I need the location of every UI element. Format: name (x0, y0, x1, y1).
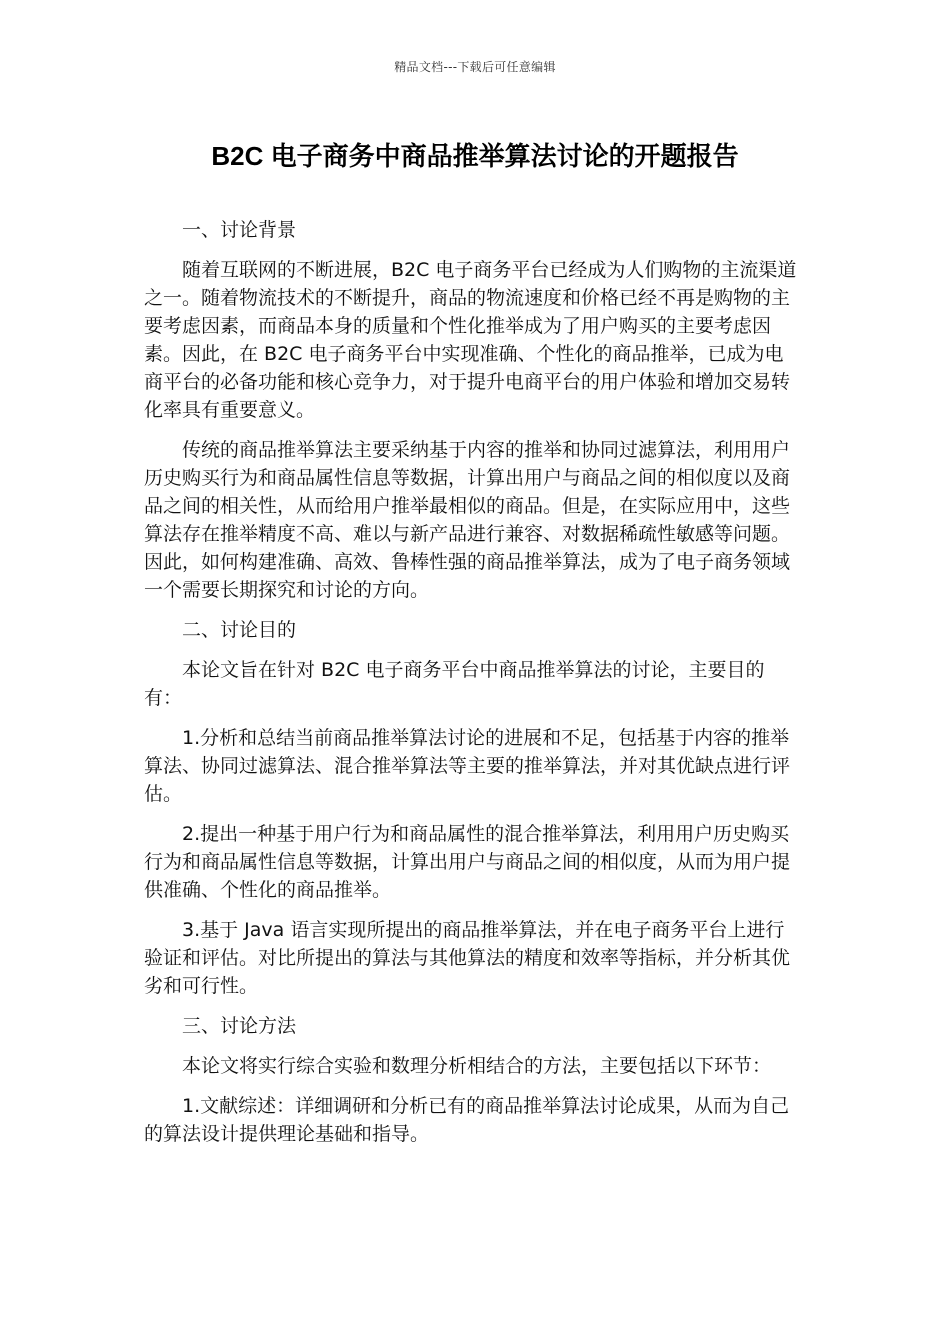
document-body (144, 216, 800, 1160)
list-item-method-1: 1.文献综述：详细调研和分析已有的商品推举算法讨论成果，从而为自己的算法设计提供理论基础和指导。 (144, 1095, 790, 1145)
page-title: B2C 电子商务中商品推举算法讨论的开题报告 (211, 141, 739, 171)
list-item-purpose-1: 1.分析和总结当前商品推举算法讨论的进展和不足，包括基于内容的推举算法、协同过滤算法、混合推举算法等主要的推举算法，并对其优缺点进行评估。 (144, 727, 791, 805)
header-note: 精品文档---下载后可任意编辑 (394, 60, 556, 74)
section-heading-background: 一、讨论背景 (182, 219, 297, 241)
paragraph-purpose-intro: 本论文旨在针对 B2C 电子商务平台中商品推举算法的讨论，主要目的有： (144, 659, 765, 709)
list-item-purpose-3: 3.基于 Java 语言实现所提出的商品推举算法，并在电子商务平台上进行验证和评估。对比所提出的算法与其他算法的精度和效率等指标，并分析其优劣和可行性。 (144, 919, 791, 997)
paragraph-background-2: 传统的商品推举算法主要采纳基于内容的推举和协同过滤算法，利用用户历史购买行为和商品属性信息等数据，计算出用户与商品之间的相似度以及商品之间的相关性，从而给用户推举最相似的商品。但是，在实际应用中，这些算法存在推举精度不高、难以与新产品进行兼容、对数据稀疏性敏感等问题。因此，如何构建准确、高效、鲁棒性强的商品推举算法，成为了电子商务领域一个需要长期探究和讨论的方向。 (144, 439, 791, 601)
paragraph-method-intro: 本论文将实行综合实验和数理分析相结合的方法，主要包括以下环节： (182, 1055, 772, 1077)
section-heading-purpose: 二、讨论目的 (182, 619, 297, 641)
list-item-purpose-2: 2.提出一种基于用户行为和商品属性的混合推举算法，利用用户历史购买行为和商品属性信息等数据，计算出用户与商品之间的相似度，从而为用户提供准确、个性化的商品推举。 (144, 823, 791, 901)
paragraph-background-1: 随着互联网的不断进展，B2C 电子商务平台已经成为人们购物的主流渠道之一。随着物流技术的不断提升，商品的物流速度和价格已经不再是购物的主要考虑因素，而商品本身的质量和个性化推举成为了用户购买的主要考虑因素。因此，在 B2C 电子商务平台中实现准确、个性化的商品推举，已成为电商平台的必备功能和核心竞争力，对于提升电商平台的用户体验和增加交易转化率具有重要意义。 (144, 259, 797, 421)
section-heading-method: 三、讨论方法 (182, 1015, 297, 1037)
